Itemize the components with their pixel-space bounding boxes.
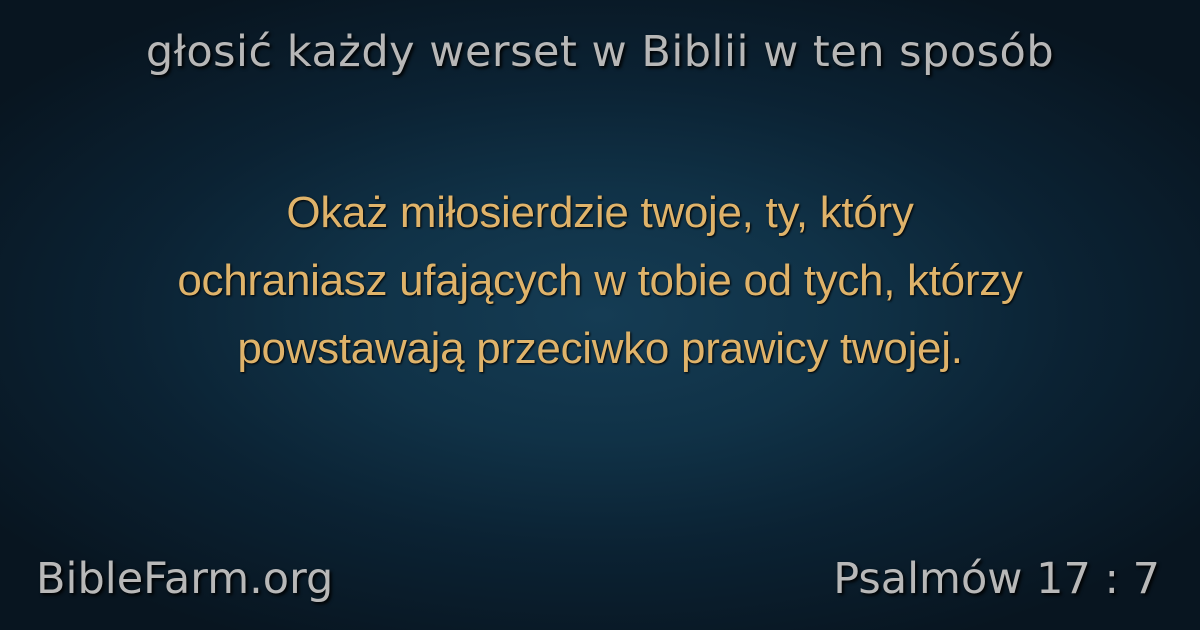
verse-line-2: ochraniasz ufających w tobie od tych, którzy — [177, 256, 1023, 305]
site-link[interactable]: BibleFarm.org — [36, 554, 334, 604]
verse-line-3: powstawają przeciwko prawicy twojej. — [237, 324, 963, 373]
scripture-reference: Psalmów 17 : 7 — [833, 554, 1160, 604]
verse-line-1: Okaż miłosierdzie twoje, ty, który — [286, 188, 914, 237]
tagline: głosić każdy werset w Biblii w ten sposób — [145, 27, 1055, 77]
verse-text — [40, 179, 1160, 383]
